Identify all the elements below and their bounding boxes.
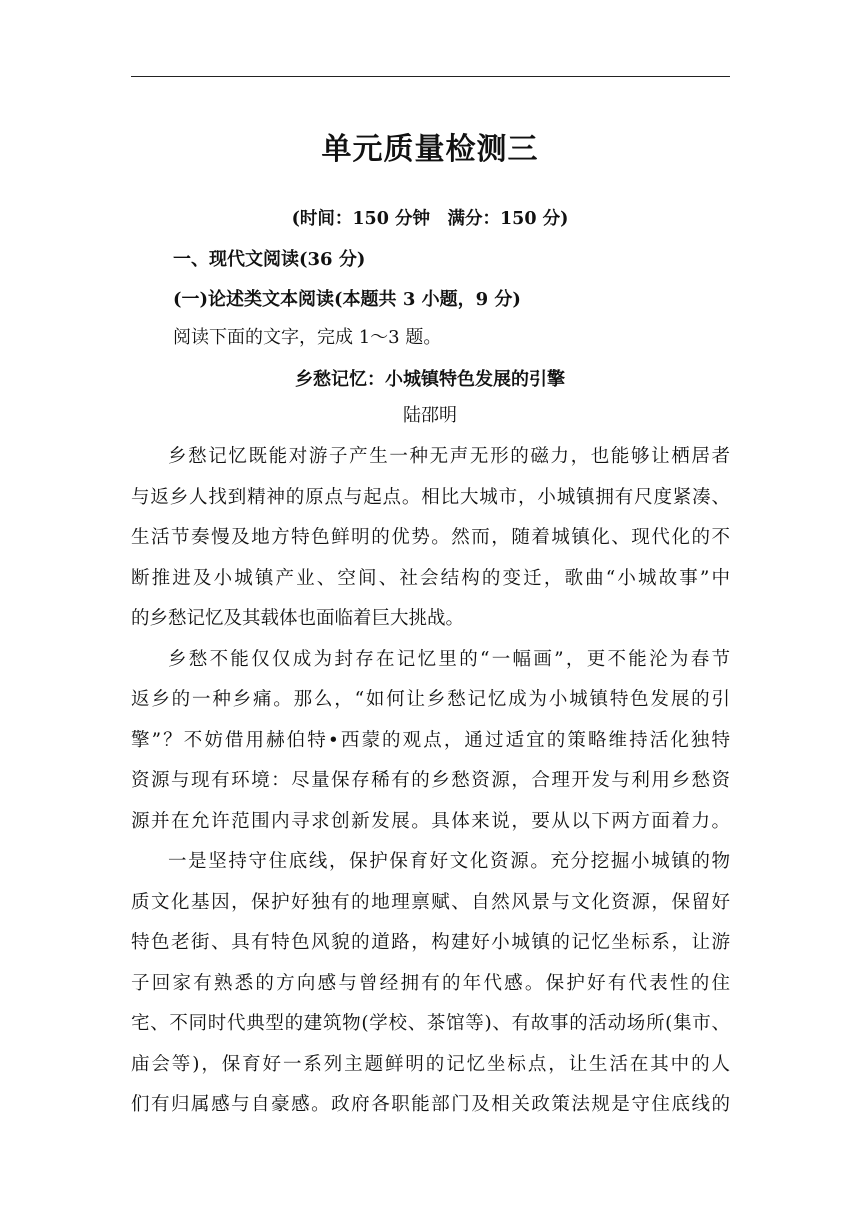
paragraph-line: 乡愁记忆既能对游子产生一种无声无形的磁力，也能够让栖居者: [168, 446, 730, 467]
article-author: 陆邵明: [403, 405, 457, 426]
paragraph-line: 一是坚持守住底线，保护保育好文化资源。充分挖掘小城镇的物: [168, 851, 730, 872]
paragraph-line: 们有归属感与自豪感。政府各职能部门及相关政策法规是守住底线的: [131, 1094, 730, 1115]
paragraph-line: 庙会等)，保育好一系列主题鲜明的记忆坐标点，让生活在其中的人: [131, 1053, 730, 1075]
header-rule: [131, 76, 730, 77]
paragraph-line: 的乡愁记忆及其载体也面临着巨大挑战。: [131, 608, 465, 629]
article-title: 乡愁记忆：小城镇特色发展的引擎: [295, 369, 565, 390]
paragraph-line: 特色老街、具有特色风貌的道路，构建好小城镇的记忆坐标系，让游: [131, 932, 730, 953]
paragraph-line: 返乡的一种乡痛。那么，“如何让乡愁记忆成为小城镇特色发展的引: [131, 689, 730, 710]
paragraph-line: 资源与现有环境：尽量保存稀有的乡愁资源，合理开发与利用乡愁资: [131, 770, 730, 791]
paragraph: [131, 842, 730, 1126]
section-heading: 一、现代文阅读(36 分): [173, 249, 366, 270]
paragraph-line: 擎”？不妨借用赫伯特•西蒙的观点，通过适宜的策略维持活化独特: [131, 729, 730, 751]
article-body: [131, 437, 730, 1126]
subsection-heading: (一)论述类文本阅读(本题共 3 小题，9 分): [173, 289, 521, 310]
instruction-text: 阅读下面的文字，完成 1～3 题。: [173, 327, 442, 348]
paragraph-line: 源并在允许范围内寻求创新发展。具体来说，要从以下两方面着力。: [131, 810, 730, 832]
exam-meta: (时间：150 分钟 满分：150 分): [291, 209, 569, 229]
paragraph: [131, 640, 730, 843]
paragraph-line: 宅、不同时代典型的建筑物(学校、茶馆等)、有故事的活动场所(集市、: [131, 1013, 730, 1034]
paragraph-line: 断推进及小城镇产业、空间、社会结构的变迁，歌曲“小城故事”中: [131, 567, 730, 589]
paragraph-line: 生活节奏慢及地方特色鲜明的优势。然而，随着城镇化、现代化的不: [131, 527, 730, 548]
paragraph-line: 乡愁不能仅仅成为封存在记忆里的“一幅画”，更不能沦为春节: [168, 648, 730, 670]
paragraph-line: 子回家有熟悉的方向感与曾经拥有的年代感。保护好有代表性的住: [131, 972, 730, 994]
paragraph-line: 质文化基因，保护好独有的地理禀赋、自然风景与文化资源，保留好: [131, 891, 730, 913]
paragraph-line: 与返乡人找到精神的原点与起点。相比大城市，小城镇拥有尺度紧凑、: [131, 486, 730, 508]
page-title: 单元质量检测三: [321, 132, 539, 167]
paragraph: [131, 437, 730, 640]
